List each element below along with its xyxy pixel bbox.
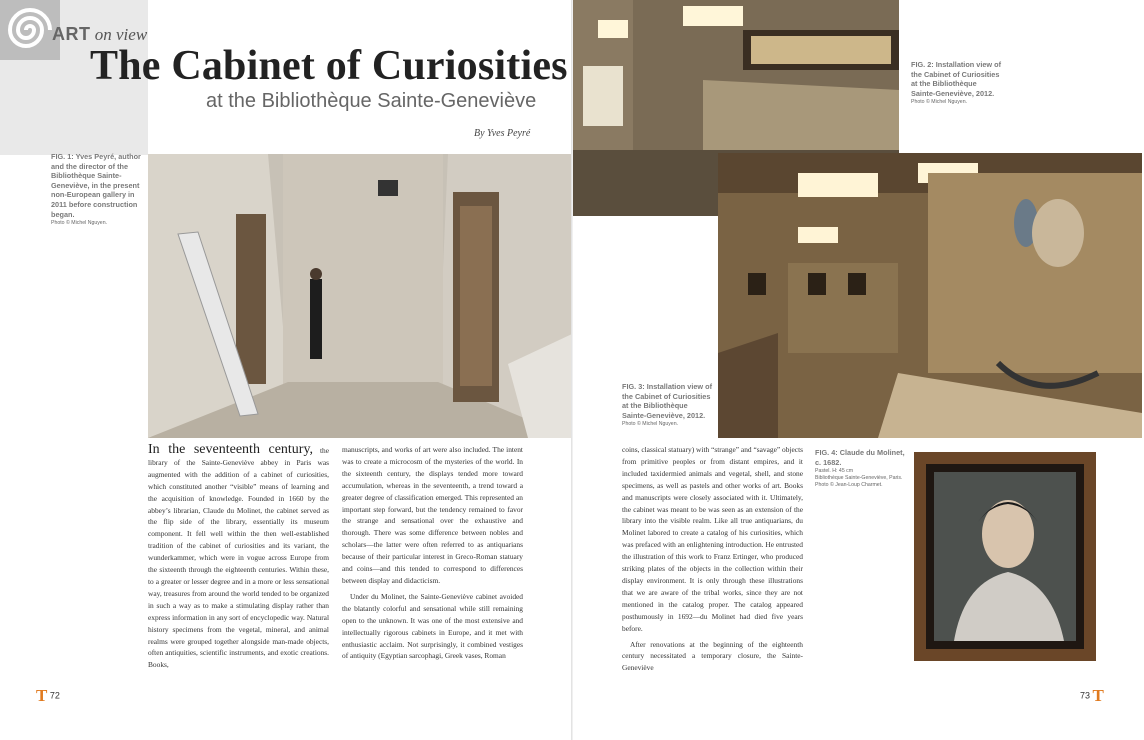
- section-label: ART: [52, 24, 91, 44]
- portrait-image: [914, 452, 1096, 661]
- lead-in: In the seventeenth century,: [148, 442, 314, 457]
- fig3-credit: Photo © Michel Nguyen.: [622, 421, 679, 428]
- fig4-caption: [815, 448, 907, 489]
- col2-para2: Under du Molinet, the Sainte-Geneviève cabinet avoided the blatantly colorful and sensational while still remaining open to the unknown. It was one of the most extensive and intellectually rigorous cabinets in Europe, and it met with enthusiastic acclaim. Not surprisingly, it combined vestiges of antiquity (Egyptian sarcophagi, Greek vases, Roman: [342, 591, 523, 661]
- article-title: The Cabinet of Curiosities: [90, 43, 568, 89]
- fig4-credit-collection: Bibliothèque Sainte-Geneviève, Paris.: [815, 475, 903, 482]
- fig2-caption-text: FIG. 2: Installation view of the Cabinet of Curiosities at the Bibliothèque Sainte-Geneviève, 2012.: [911, 60, 1002, 98]
- fig3-caption-text: FIG. 3: Installation view of the Cabinet of Curiosities at the Bibliothèque Sainte-Geneviève, 2012.: [622, 382, 713, 420]
- installation-photo-image: [718, 153, 1142, 438]
- article-subtitle: at the Bibliothèque Sainte-Geneviève: [206, 90, 537, 112]
- col2-para1: manuscripts, and works of art were also included. The intent was to create a microcosm of the mysteries of the world. In the sixteenth century, the displays tended more toward accumulation, whereas in the seventeenth, a trend toward a greater degree of classification emerged. This represented an important step forward, but the tendency remained to favor the strange and sensational over the exhaustive and thorough. There was some difference between nobles and scholars—the latter were often referred to as antiquarians because of their particular interest in Greco-Roman statuary and coins—and this tended to correspond to differences between display and didacticism.: [342, 445, 523, 585]
- fig2-credit: Photo © Michel Nguyen.: [911, 99, 968, 106]
- col3-para1: coins, classical statuary) with “strange” and “savage” objects from primitive peoples or from distant empires, and it included taxidermied animals and vegetal, shell, and stone specimens, as well as pastels and other works of art. Books and manuscripts were closely associated with it. Ultimately, the cabinet was meant to be was seen as an extension of the library into the visible realm. Like all true antiquarians, du Molinet labored to create a catalog of his curiosities, which was prefaced with an enlightening introduction. He entrusted the illustration of this work to Franz Ertinger, who produced striking plates of the objects in the collection within their display environment. It is only through these illustrations that we are aware of the tribal works, since they are not mentioned in the catalog proper. The catalog appeared posthumously in 1692—du Molinet had died five years before.: [622, 445, 803, 633]
- fig1-caption: [51, 152, 141, 227]
- fig1-caption-text: FIG. 1: Yves Peyré, author and the director of the Bibliothèque Sainte-Geneviève, in the present non-European gallery in 2011 before construction began.: [51, 152, 141, 219]
- fig3-photo: [718, 153, 1142, 438]
- magazine-logo-icon: T: [36, 686, 48, 705]
- col3-para2: After renovations at the beginning of the eighteenth century necessitated a temporary closure, the Sainte-Geneviève: [622, 639, 803, 673]
- fig4-credit-photo: Photo © Jean-Loup Charmet.: [815, 482, 883, 489]
- page-number-right: 73: [1080, 690, 1091, 701]
- folio-right: [1080, 686, 1104, 706]
- swirl-icon: [0, 0, 60, 60]
- spread-gutter: [571, 0, 573, 740]
- magazine-logo-icon: T: [1092, 686, 1104, 705]
- swirl-logo: [0, 0, 60, 60]
- byline: By Yves Peyré: [474, 128, 531, 139]
- fig4-portrait: [914, 452, 1096, 661]
- fig4-caption-text: FIG. 4: Claude du Molinet, c. 1682.: [815, 448, 905, 467]
- fig4-medium: Pastel. H: 45 cm: [815, 468, 854, 475]
- fig2-caption: [911, 60, 1001, 106]
- fig1-credit: Photo © Michel Nguyen.: [51, 220, 108, 227]
- body-column-2: [342, 444, 523, 666]
- body-column-3: [622, 444, 803, 678]
- col1-text: the library of the Sainte-Geneviève abbey in Paris was augmented with the addition of a cabinet of curiosities, which constituted another “visible” means of learning and the acquisition of knowledge. Founded in 1660 by the abbey’s librarian, Claude du Molinet, the cabinet served as the flip side of the library, essentially its museum component. It fell well within the then well-established tradition of the cabinet of curiosities and its variant, the wunderkammer, which were in vogue across Europe from the sixteenth through the eighteenth centuries. Within these, to a greater or lesser degree and in a more or less sensational way, treasures from around the world tended to be organized in such a way as to make a stimulating display rather than express information in any sort of encyclopedic way. Natural history specimens from the vegetal, mineral, and animal realms were grouped together alongside man-made objects, often antiquities, scientific instruments, and exotic creations. Books,: [148, 446, 329, 670]
- page-number-left: 72: [49, 690, 60, 701]
- folio-left: [36, 686, 60, 706]
- body-column-1: [148, 444, 329, 675]
- fig1-photo: [148, 154, 572, 438]
- gallery-photo-image: [148, 154, 572, 438]
- fig3-caption: [622, 382, 712, 428]
- section-sublabel: on view: [94, 25, 148, 44]
